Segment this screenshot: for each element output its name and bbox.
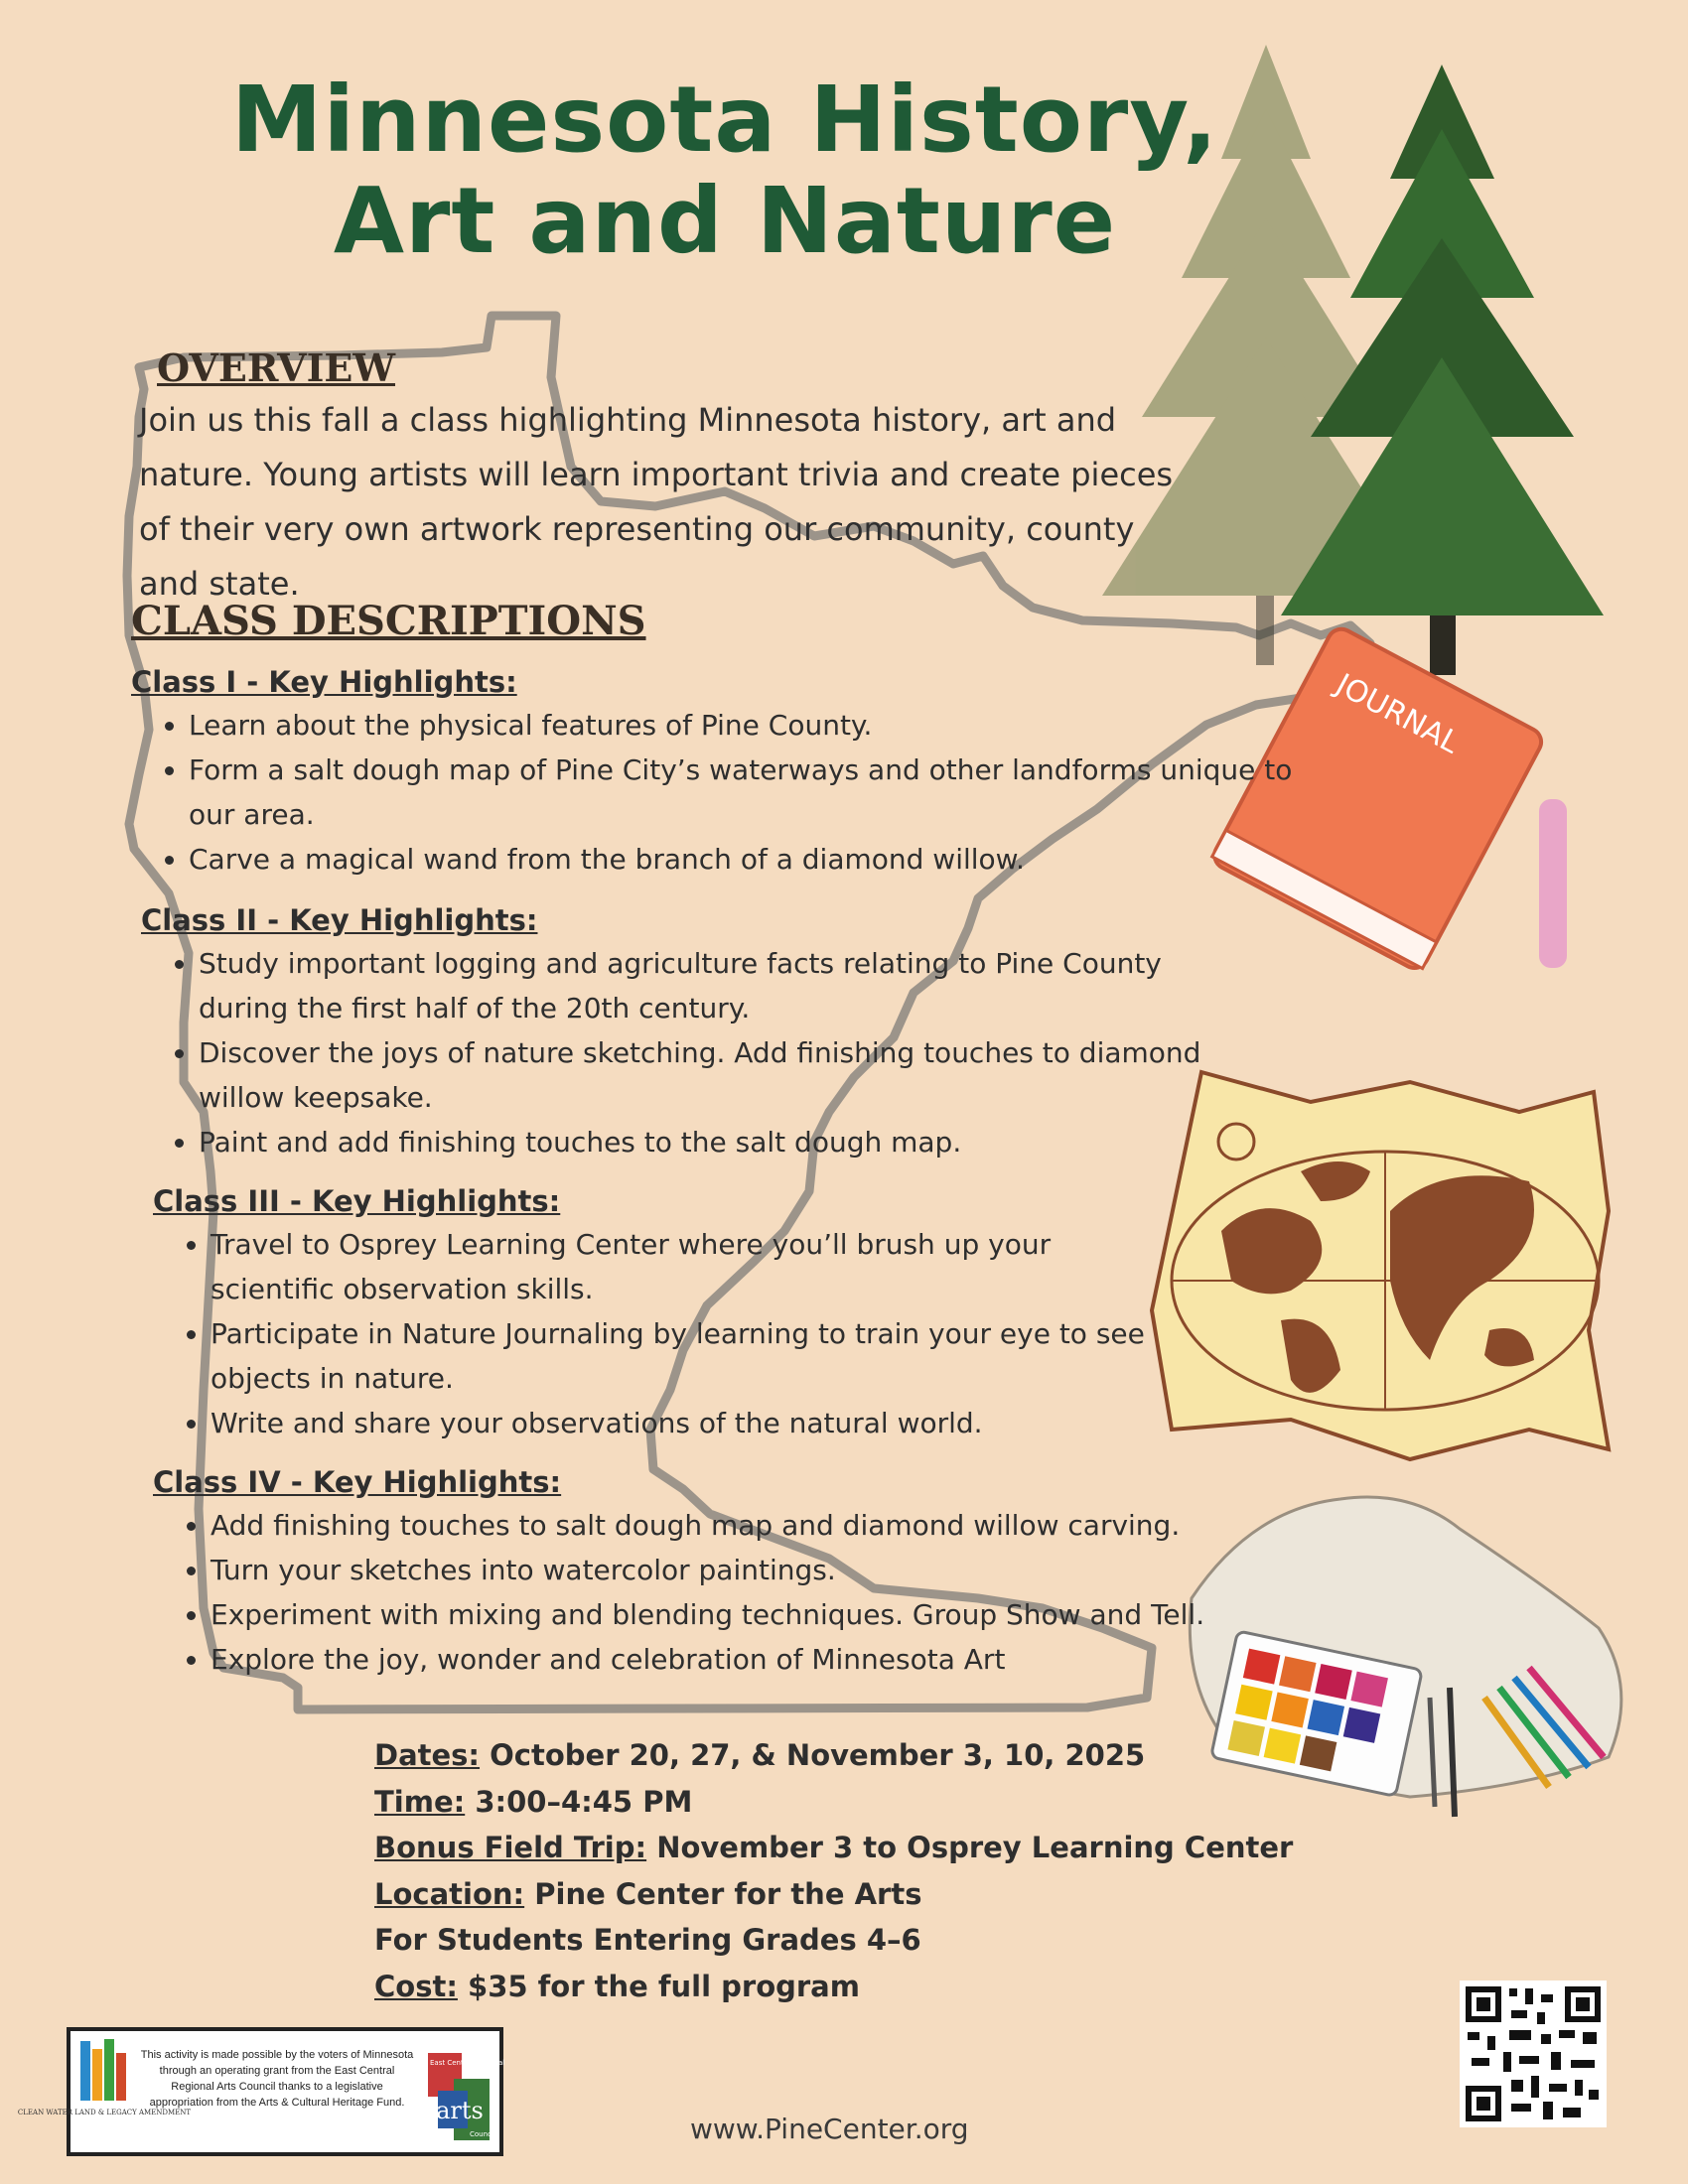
website-link[interactable]: www.PineCenter.org	[690, 2113, 969, 2145]
class-1-item: • Form a salt dough map of Pine City’s waterways and other landforms unique to our area.	[189, 748, 1333, 837]
arts-logo-top: East Central Regional	[430, 2059, 505, 2067]
location-value: Pine Center for the Arts	[534, 1876, 922, 1911]
class-2-section	[141, 903, 1213, 1164]
class-descriptions-heading: CLASS DESCRIPTIONS	[131, 598, 646, 644]
dates-value: October 20, 27, & November 3, 10, 2025	[490, 1738, 1146, 1772]
class-1-item: • Carve a magical wand from the branch of a diamond willow.	[189, 837, 1333, 882]
legacy-logo-text: CLEAN WATER LAND & LEGACY AMENDMENT	[17, 2109, 192, 2116]
class-2-title: Class II - Key Highlights:	[141, 903, 538, 937]
class-1-section	[131, 665, 1333, 882]
class-2-item: • Discover the joys of nature sketching. Add finishing touches to diamond willow keepsake.	[199, 1030, 1213, 1120]
title-line-2: Art and Nature	[333, 168, 1117, 274]
location-label: Location:	[374, 1876, 525, 1911]
class-4-section	[153, 1465, 1285, 1682]
class-1-item: • Learn about the physical features of Pine County.	[189, 703, 1333, 748]
journal-label: JOURNAL	[1330, 667, 1466, 761]
sponsor-text: This activity is made possible by the voters of Minnesota through an operating grant from the East Central Regional Arts Council thanks to a legislative appropriation from the Arts & Cultural Heritage Fund.	[140, 2049, 414, 2109]
grades-text: For Students Entering Grades 4–6	[374, 1923, 921, 1957]
program-details	[374, 1732, 1293, 2009]
arts-logo-bottom: Council	[470, 2130, 495, 2138]
class-2-item: • Paint and add finishing touches to the salt dough map.	[199, 1120, 1213, 1164]
class-2-item: • Study important logging and agriculture facts relating to Pine County during the first half of the 20th century.	[199, 941, 1213, 1030]
class-3-section	[153, 1184, 1146, 1445]
title-line-1: Minnesota History,	[230, 67, 1219, 173]
field-trip-value: November 3 to Osprey Learning Center	[656, 1831, 1294, 1864]
time-value: 3:00–4:45 PM	[475, 1784, 693, 1819]
field-trip-label: Bonus Field Trip:	[374, 1831, 647, 1864]
cost-label: Cost:	[374, 1969, 458, 2003]
class-4-item: • Experiment with mixing and blending techniques. Group Show and Tell.	[211, 1592, 1285, 1637]
class-3-item: • Participate in Nature Journaling by learning to train your eye to see objects in nature.	[211, 1311, 1146, 1401]
arts-council-logo	[424, 2039, 505, 2148]
legacy-amendment-logo	[17, 2035, 192, 2152]
class-4-item: • Add finishing touches to salt dough map and diamond willow carving.	[211, 1503, 1285, 1548]
qr-code-icon	[1460, 1980, 1607, 2127]
page-title	[129, 69, 1321, 272]
overview-heading: OVERVIEW	[157, 345, 396, 390]
dates-label: Dates:	[374, 1738, 481, 1772]
class-3-item: • Travel to Osprey Learning Center where you’ll brush up your scientific observation skills.	[211, 1222, 1146, 1311]
time-label: Time:	[374, 1784, 466, 1819]
class-3-title: Class III - Key Highlights:	[153, 1184, 561, 1218]
arts-logo-main: arts	[436, 2097, 484, 2124]
qr-code[interactable]	[1460, 1980, 1607, 2127]
class-4-item: • Turn your sketches into watercolor paintings.	[211, 1548, 1285, 1592]
class-4-item: • Explore the joy, wonder and celebration of Minnesota Art	[211, 1637, 1285, 1682]
sponsor-box	[17, 2027, 505, 2156]
class-4-title: Class IV - Key Highlights:	[153, 1465, 562, 1499]
class-1-title: Class I - Key Highlights:	[131, 665, 517, 699]
overview-text: Join us this fall a class highlighting Minnesota history, art and nature. Young artists will learn important trivia and create pieces of their very own artwork representing our community, county and state.	[139, 401, 1174, 603]
cost-value: $35 for the full program	[468, 1969, 860, 2003]
class-3-item: • Write and share your observations of the natural world.	[211, 1401, 1146, 1445]
